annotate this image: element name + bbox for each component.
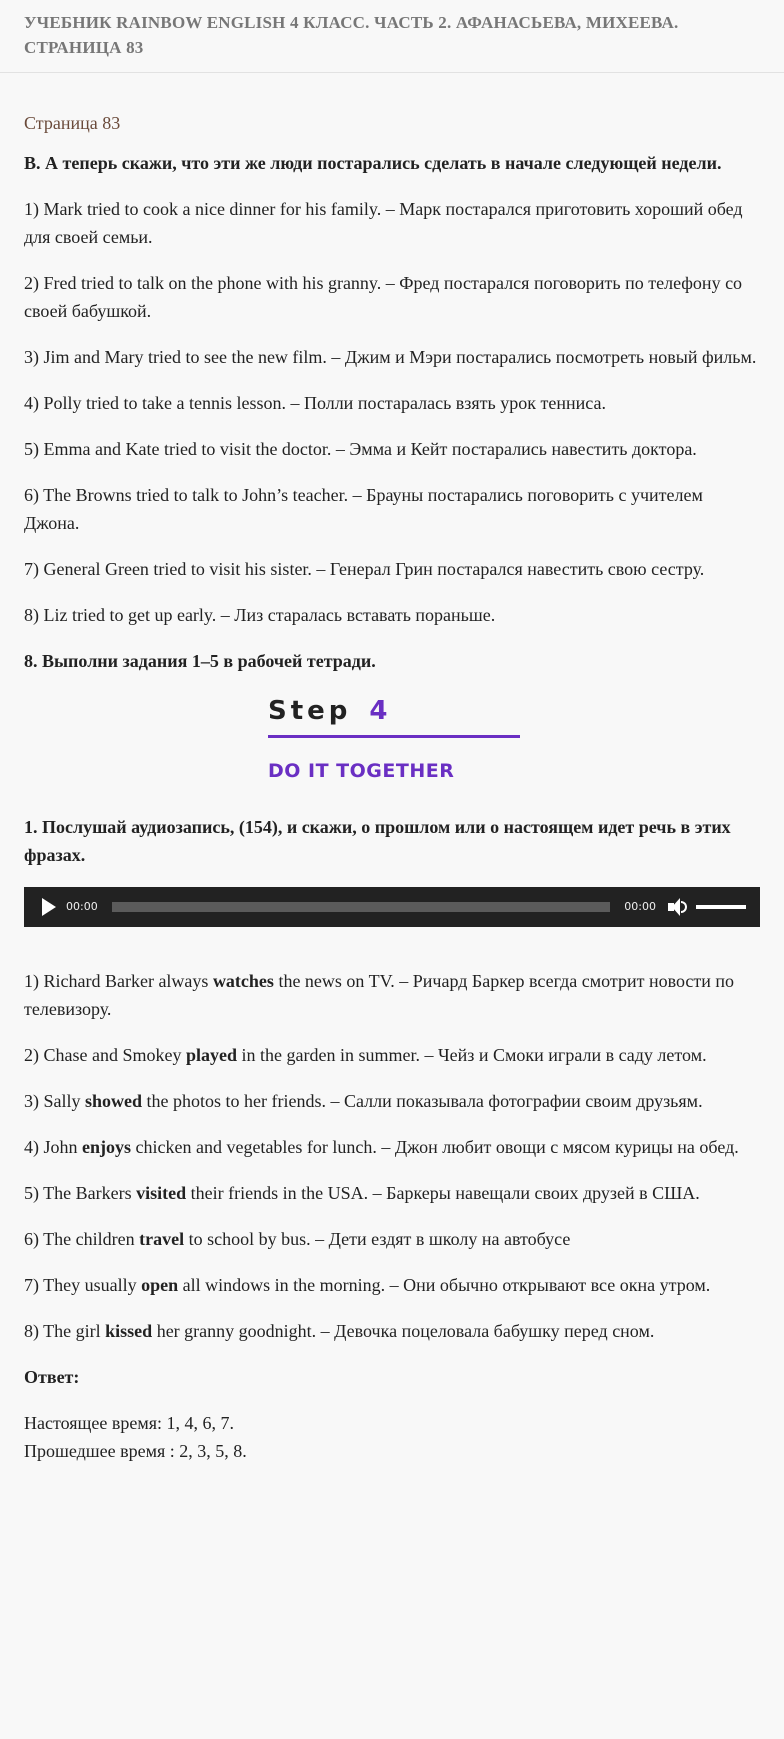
sentence-text: the photos to her friends. – Салли показывала фотографии своим друзьям.	[142, 1091, 703, 1111]
page-header	[0, 0, 784, 73]
step-subtitle: DO IT TOGETHER	[268, 760, 455, 782]
step-title	[268, 697, 392, 725]
sentence-text: their friends in the USA. – Баркеры навещали своих друзей в США.	[186, 1183, 700, 1203]
volume-icon[interactable]	[668, 898, 688, 916]
sentence-text: her granny goodnight. – Девочка поцеловала бабушку перед сном.	[152, 1321, 655, 1341]
task-1-heading: 1. Послушай аудиозапись, (154), и скажи, о прошлом или о настоящем идет речь в этих фразах.	[24, 817, 731, 865]
sentence-verb: showed	[85, 1091, 143, 1111]
task-8-heading: 8. Выполни задания 1–5 в рабочей тетради.	[24, 651, 376, 671]
sentence-text: 3) Sally	[24, 1091, 85, 1111]
audio-player	[24, 887, 760, 927]
list-item: 3) Jim and Mary tried to see the new film. – Джим и Мэри постарались посмотреть новый фильм.	[24, 347, 757, 367]
sentence-text: to school by bus. – Дети ездят в школу на автобусе	[184, 1229, 571, 1249]
duration-time: 00:00	[624, 900, 656, 913]
sentence-verb: watches	[212, 971, 274, 991]
page-number-label: Страница 83	[24, 113, 121, 133]
sentence-text: 4) John	[24, 1137, 82, 1157]
sentence-item	[24, 967, 760, 1023]
sentence-verb: open	[141, 1275, 179, 1295]
sentence-verb: visited	[136, 1183, 187, 1203]
sentence-item	[24, 1317, 760, 1345]
sentence-verb: enjoys	[82, 1137, 131, 1157]
list-item: 4) Polly tried to take a tennis lesson. – Полли постаралась взять урок тенниса.	[24, 393, 606, 413]
volume-slider[interactable]	[696, 905, 746, 909]
play-icon[interactable]	[42, 898, 56, 916]
task-b-heading: B. А теперь скажи, что эти же люди постарались сделать в начале следующей недели.	[24, 153, 722, 173]
sentence-text: 2) Chase and Smokey	[24, 1045, 186, 1065]
list-item: 7) General Green tried to visit his sister. – Генерал Грин постарался навестить свою сестру.	[24, 559, 705, 579]
sentence-item	[24, 1225, 760, 1253]
sentence-item	[24, 1041, 760, 1069]
sentence-text: 5) The Barkers	[24, 1183, 137, 1203]
sentence-item	[24, 1271, 760, 1299]
sentence-item	[24, 1133, 760, 1161]
progress-track[interactable]	[112, 902, 611, 912]
sentence-text: in the garden in summer. – Чейз и Смоки играли в саду летом.	[237, 1045, 707, 1065]
article-content	[0, 73, 784, 1465]
answer-block	[24, 1409, 760, 1465]
sentence-text: all windows in the morning. – Они обычно открывают все окна утром.	[178, 1275, 711, 1295]
list-item: 6) The Browns tried to talk to John’s teacher. – Брауны постарались поговорить с учителем Джона.	[24, 485, 703, 533]
sentence-text: chicken and vegetables for lunch. – Джон любит овощи с мясом курицы на обед.	[131, 1137, 739, 1157]
sentence-item	[24, 1179, 760, 1207]
step-word: Step	[268, 696, 352, 726]
list-item: 5) Emma and Kate tried to visit the doctor. – Эмма и Кейт постарались навестить доктора.	[24, 439, 697, 459]
sentence-text: 7) They usually	[24, 1275, 142, 1295]
sentence-text: 8) The girl	[24, 1321, 106, 1341]
list-item: 8) Liz tried to get up early. – Лиз старалась вставать пораньше.	[24, 605, 496, 625]
sentence-text: 1) Richard Barker always	[24, 971, 213, 991]
current-time: 00:00	[66, 900, 98, 913]
sentence-item	[24, 1087, 760, 1115]
page-title: УЧЕБНИК RAINBOW ENGLISH 4 КЛАСС. ЧАСТЬ 2. АФАНАСЬЕВА, МИХЕЕВА. СТРАНИЦА 83	[24, 13, 679, 57]
sentence-text: 6) The children	[24, 1229, 140, 1249]
step-divider	[268, 735, 520, 738]
step-number: 4	[369, 696, 392, 726]
sentence-verb: played	[185, 1045, 237, 1065]
step-banner	[262, 693, 522, 793]
list-item: 1) Mark tried to cook a nice dinner for his family. – Марк постарался приготовить хороший обед для своей семьи.	[24, 199, 743, 247]
list-item: 2) Fred tried to talk on the phone with his granny. – Фред постарался поговорить по телефону со своей бабушкой.	[24, 273, 743, 321]
sentence-verb: travel	[139, 1229, 185, 1249]
answer-present: Настоящее время: 1, 4, 6, 7.	[24, 1413, 235, 1433]
answer-past: Прошедшее время : 2, 3, 5, 8.	[24, 1441, 247, 1461]
answer-label: Ответ:	[24, 1367, 80, 1387]
sentence-text: the news on TV. – Ричард Баркер всегда смотрит новости по телевизору.	[24, 971, 735, 1019]
volume-icon-cone	[672, 898, 680, 916]
sentence-verb: kissed	[105, 1321, 153, 1341]
volume-icon-wave	[681, 901, 687, 913]
